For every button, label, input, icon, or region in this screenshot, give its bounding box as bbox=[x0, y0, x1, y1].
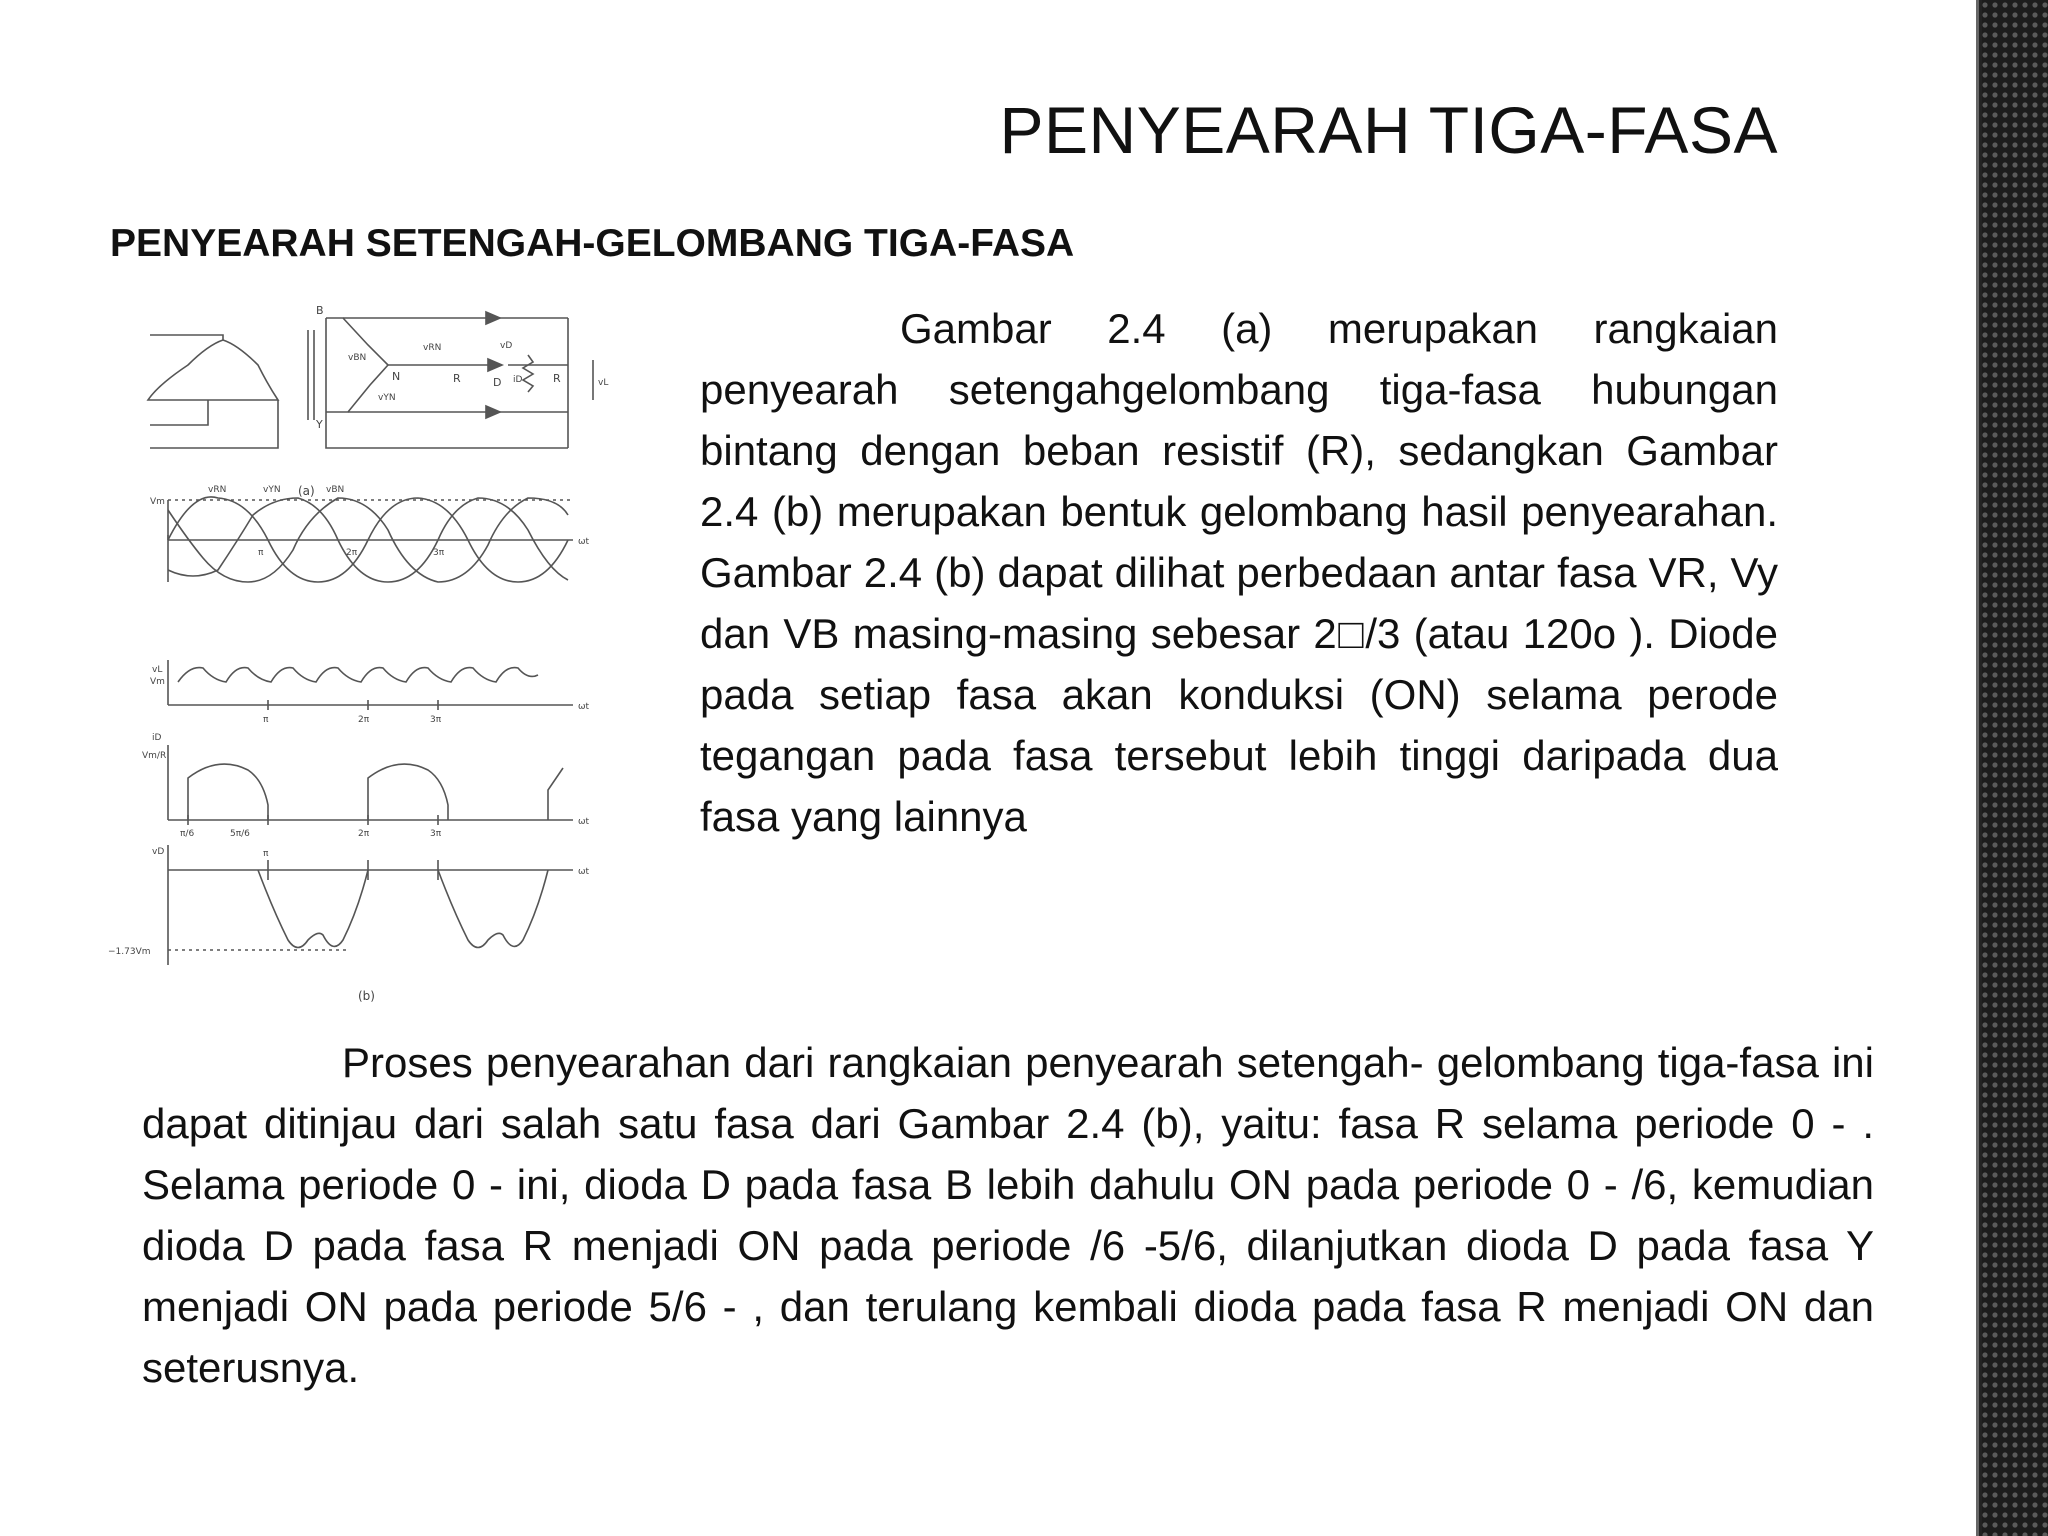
wave-label-vyn: vYN bbox=[263, 485, 281, 495]
paragraph-process bbox=[142, 1032, 1874, 1398]
circuit-label-vyn: vYN bbox=[378, 393, 396, 403]
wave-vl bbox=[178, 668, 538, 682]
circuit-label-id: iD bbox=[513, 375, 523, 385]
rectifier-figure bbox=[108, 300, 623, 1015]
wave-label-wt2: ωt bbox=[578, 702, 590, 712]
wave-label-pi2: π bbox=[263, 715, 269, 725]
circuit-label-vd: vD bbox=[500, 341, 513, 351]
wave-label-pi6: π/6 bbox=[180, 829, 195, 839]
figure-svg bbox=[108, 300, 623, 1015]
wave-label-wt3: ωt bbox=[578, 817, 590, 827]
wave-label-vm: Vm bbox=[150, 497, 165, 507]
circuit-label-vl: vL bbox=[598, 378, 609, 388]
paragraph-description: Gambar 2.4 (a) merupakan rangkaian penyearah setengahgelombang tiga-fasa hubungan bintang dengan beban resistif (R), sedangkan Gambar 2.4 (b) merupakan bentuk gelombang hasil penyearahan. Gambar 2.4 (b) dapat dilihat perbedaan antar fasa VR, Vy dan VB masing-masing sebesar 2□/3 (atau 120o ). Diode pada setiap fasa akan konduksi (ON) selama perode tegangan pada fasa tersebut lebih tinggi daripada dua fasa yang lainnya bbox=[700, 305, 1778, 840]
wave-id-pulse bbox=[548, 768, 563, 820]
diode-y bbox=[486, 406, 500, 418]
wave-label-wt: ωt bbox=[578, 537, 590, 547]
slide-title: PENYEARAH TIGA-FASA bbox=[999, 93, 1778, 167]
edge-pattern bbox=[1982, 0, 2048, 1536]
circuit-label-rload: R bbox=[553, 372, 561, 385]
wave-vd-trough bbox=[258, 870, 368, 948]
decorative-edge-svg bbox=[1960, 0, 2048, 1536]
wave-label-pi: π bbox=[258, 548, 264, 558]
load-resistor bbox=[523, 355, 533, 392]
figure-label-a: (a) bbox=[298, 484, 315, 498]
circuit-label-d: D bbox=[493, 376, 502, 389]
wave-label-neg: −1.73Vm bbox=[108, 947, 151, 957]
source-wire bbox=[150, 335, 223, 340]
wave-label-2pi3: 2π bbox=[358, 829, 370, 839]
circuit-label-b: B bbox=[316, 304, 324, 317]
edge-line bbox=[1976, 0, 1979, 1536]
wave-label-3pi2: 3π bbox=[430, 715, 442, 725]
wave-label-vmr: Vm/R bbox=[142, 751, 167, 761]
delta-winding bbox=[148, 340, 278, 400]
return-wire bbox=[326, 318, 568, 448]
wave-label-vd: vD bbox=[152, 847, 165, 857]
source-wire bbox=[150, 400, 278, 448]
source-wire bbox=[150, 400, 208, 425]
wave-label-vl: vL bbox=[152, 665, 163, 675]
wave-label-3pi3: 3π bbox=[430, 829, 442, 839]
decorative-edge bbox=[1960, 0, 2048, 1536]
wave-label-2pi2: 2π bbox=[358, 715, 370, 725]
wave-id-pulse bbox=[188, 764, 268, 820]
wave-label-vm2: Vm bbox=[150, 677, 165, 687]
circuit-label-vbn: vBN bbox=[348, 353, 367, 363]
circuit-label-vrn: vRN bbox=[423, 343, 442, 353]
circuit-label-r: R bbox=[453, 372, 461, 385]
circuit-label-y: Y bbox=[316, 418, 323, 431]
wave-label-5pi6: 5π/6 bbox=[230, 829, 250, 839]
section-subtitle: PENYEARAH SETENGAH-GELOMBANG TIGA-FASA bbox=[110, 222, 1075, 265]
circuit-label-n: N bbox=[392, 370, 401, 383]
wave-label-vrn: vRN bbox=[208, 485, 227, 495]
figure-label-b: (b) bbox=[358, 989, 375, 1003]
wave-label-wt4: ωt bbox=[578, 867, 590, 877]
wave-label-vbn: vBN bbox=[326, 485, 345, 495]
diode-b bbox=[486, 312, 500, 324]
diode-r bbox=[488, 359, 502, 371]
wave-label-id: iD bbox=[152, 733, 162, 743]
wave-label-3pi: 3π bbox=[433, 548, 445, 558]
wave-id-pulse bbox=[368, 764, 448, 820]
wave-label-2pi: 2π bbox=[346, 548, 358, 558]
phase-y-winding bbox=[326, 365, 388, 412]
wave-vd-trough bbox=[438, 870, 548, 948]
wave-label-pi4: π bbox=[263, 849, 269, 859]
paragraph-process-text: Proses penyearahan dari rangkaian penyearah setengah- gelombang tiga-fasa ini dapat ditinjau dari salah satu fasa dari Gambar 2.4 (b), yaitu: fasa R selama periode 0 - . Selama periode 0 - ini, dioda D pada fasa B lebih dahulu ON pada periode 0 - /6, kemudian dioda D pada fasa R menjadi ON pada periode /6 -5/6, dilanjutkan dioda D pada fasa Y menjadi ON pada periode 5/6 - , dan terulang kembali dioda pada fasa R menjadi ON dan seterusnya. bbox=[142, 1039, 1874, 1391]
edge-gap bbox=[1960, 0, 1976, 1536]
